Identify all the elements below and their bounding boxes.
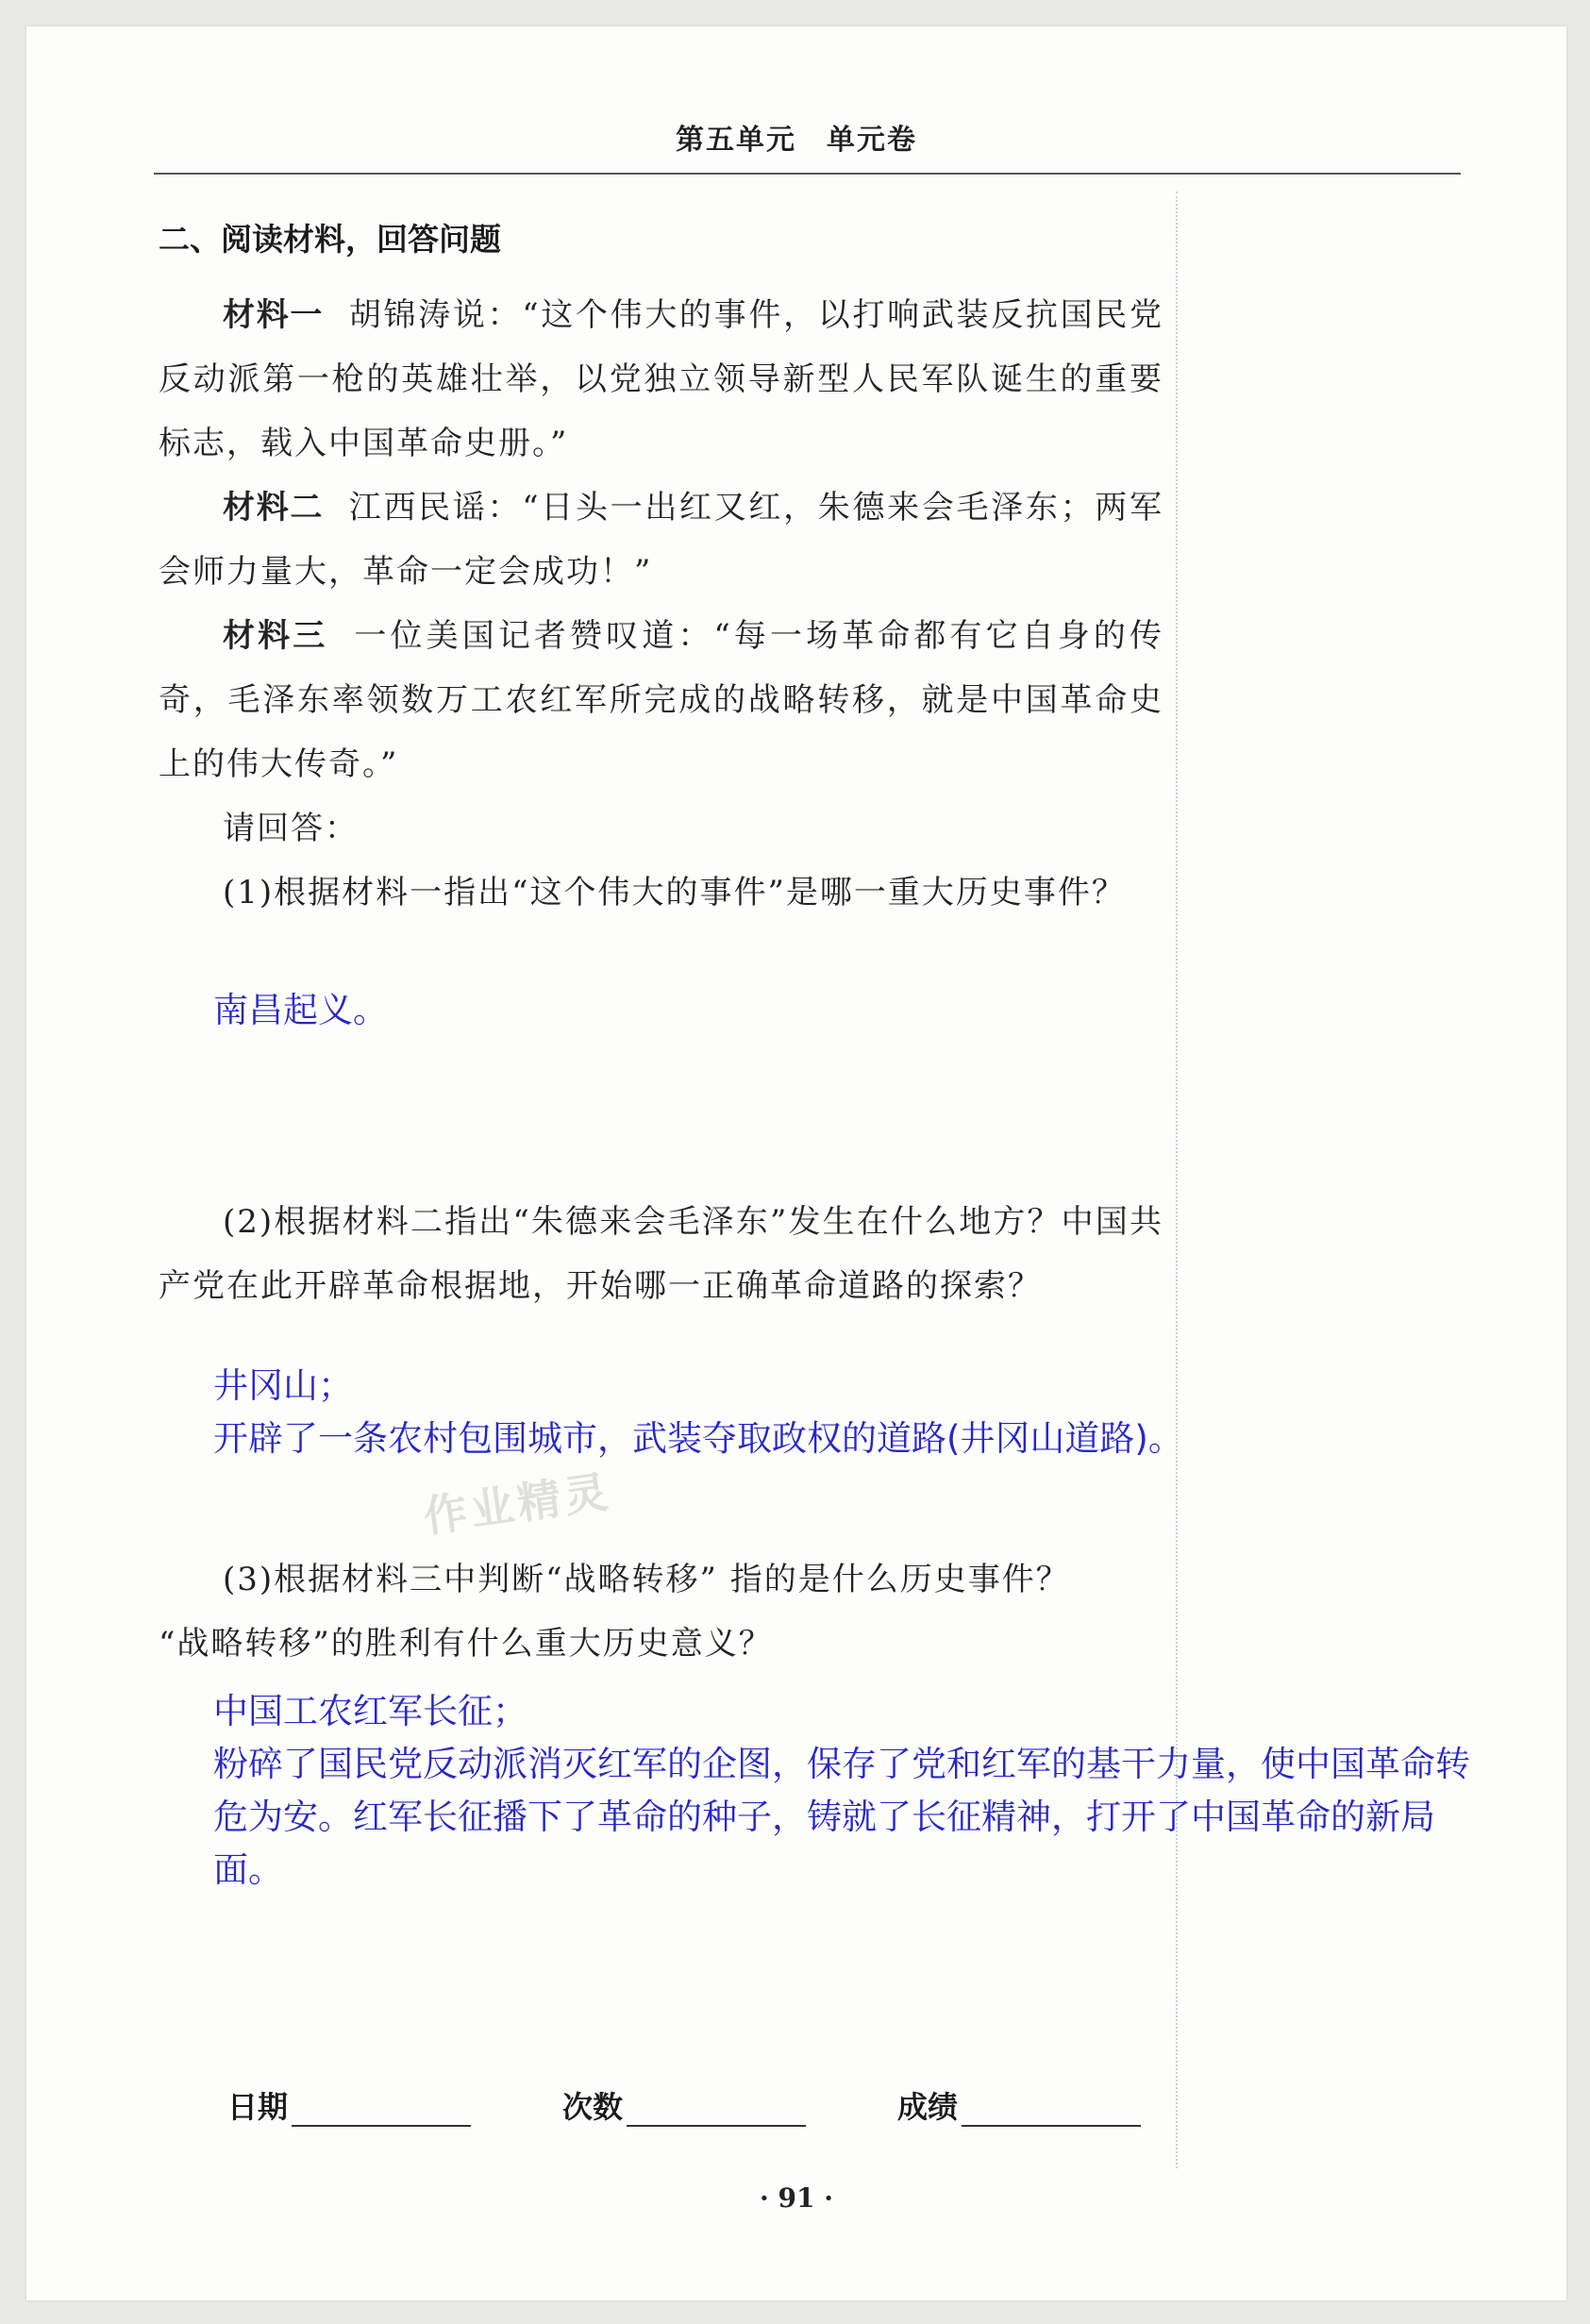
question-1: (1)根据材料一指出“这个伟大的事件”是哪一重大历史事件？ [223, 874, 1126, 911]
answer-2 [213, 1360, 1563, 1465]
question-3: (3)根据材料三中判断“战略转移” 指的是什么历史事件？ “战略转移”的胜利有什么重大历史意义？ [159, 1561, 1070, 1663]
material-label: 材料三 [223, 617, 328, 655]
count-blank[interactable] [627, 2093, 806, 2127]
answer-3 [213, 1685, 1478, 1897]
material-label: 材料一 [223, 296, 325, 334]
material-label: 材料二 [223, 489, 325, 527]
material-text: 江西民谣：“日头一出红又红，朱德来会毛泽东；两军会师力量大，革命一定会成功！” [159, 489, 1163, 591]
date-blank[interactable] [292, 2093, 471, 2127]
answer-line: 粉碎了国民党反动派消灭红军的企图，保存了党和红军的基干力量，使中国革命转危为安。红军长征播下了革命的种子，铸就了长征精神，打开了中国革命的新局面。 [213, 1744, 1470, 1890]
header-divider [154, 173, 1461, 175]
unit-title: 第五单元 单元卷 [676, 124, 917, 157]
answer-prompt: 请回答： [223, 810, 359, 847]
material-text: 胡锦涛说：“这个伟大的事件，以打响武装反抗国民党反动派第一枪的英雄壮举，以党独立领导新型人民军队诞生的重要标志，载入中国革命史册。” [159, 296, 1163, 462]
material-2 [159, 476, 1163, 604]
answer-line: 井冈山； [213, 1365, 353, 1406]
answer-line: 中国工农红军长征； [213, 1691, 527, 1731]
answer-line: 开辟了一条农村包围城市，武装夺取政权的道路(井冈山道路)。 [213, 1418, 1183, 1459]
material-3 [159, 604, 1163, 796]
count-field: 次数 [562, 2083, 806, 2127]
score-blank[interactable] [962, 2093, 1141, 2127]
worksheet-page [26, 26, 1566, 2300]
section-heading: 二、阅读材料，回答问题 [159, 221, 501, 258]
question-2: (2)根据材料二指出“朱德来会毛泽东”发生在什么地方？中国共产党在此开辟革命根据地，开始哪一正确革命道路的探索？ [159, 1203, 1163, 1305]
answer-1 [213, 984, 1440, 1037]
answer-line: 南昌起义。 [213, 990, 388, 1030]
score-field: 成绩 [897, 2083, 1141, 2127]
material-1 [159, 283, 1163, 476]
page-number: · 91 · [760, 2182, 833, 2214]
date-field: 日期 [227, 2083, 471, 2127]
watermark-stamp: 作业精灵 [420, 1465, 615, 1543]
material-text: 一位美国记者赞叹道：“每一场革命都有它自身的传奇，毛泽东率领数万工农红军所完成的战略转移，就是中国革命史上的伟大传奇。” [159, 617, 1164, 783]
